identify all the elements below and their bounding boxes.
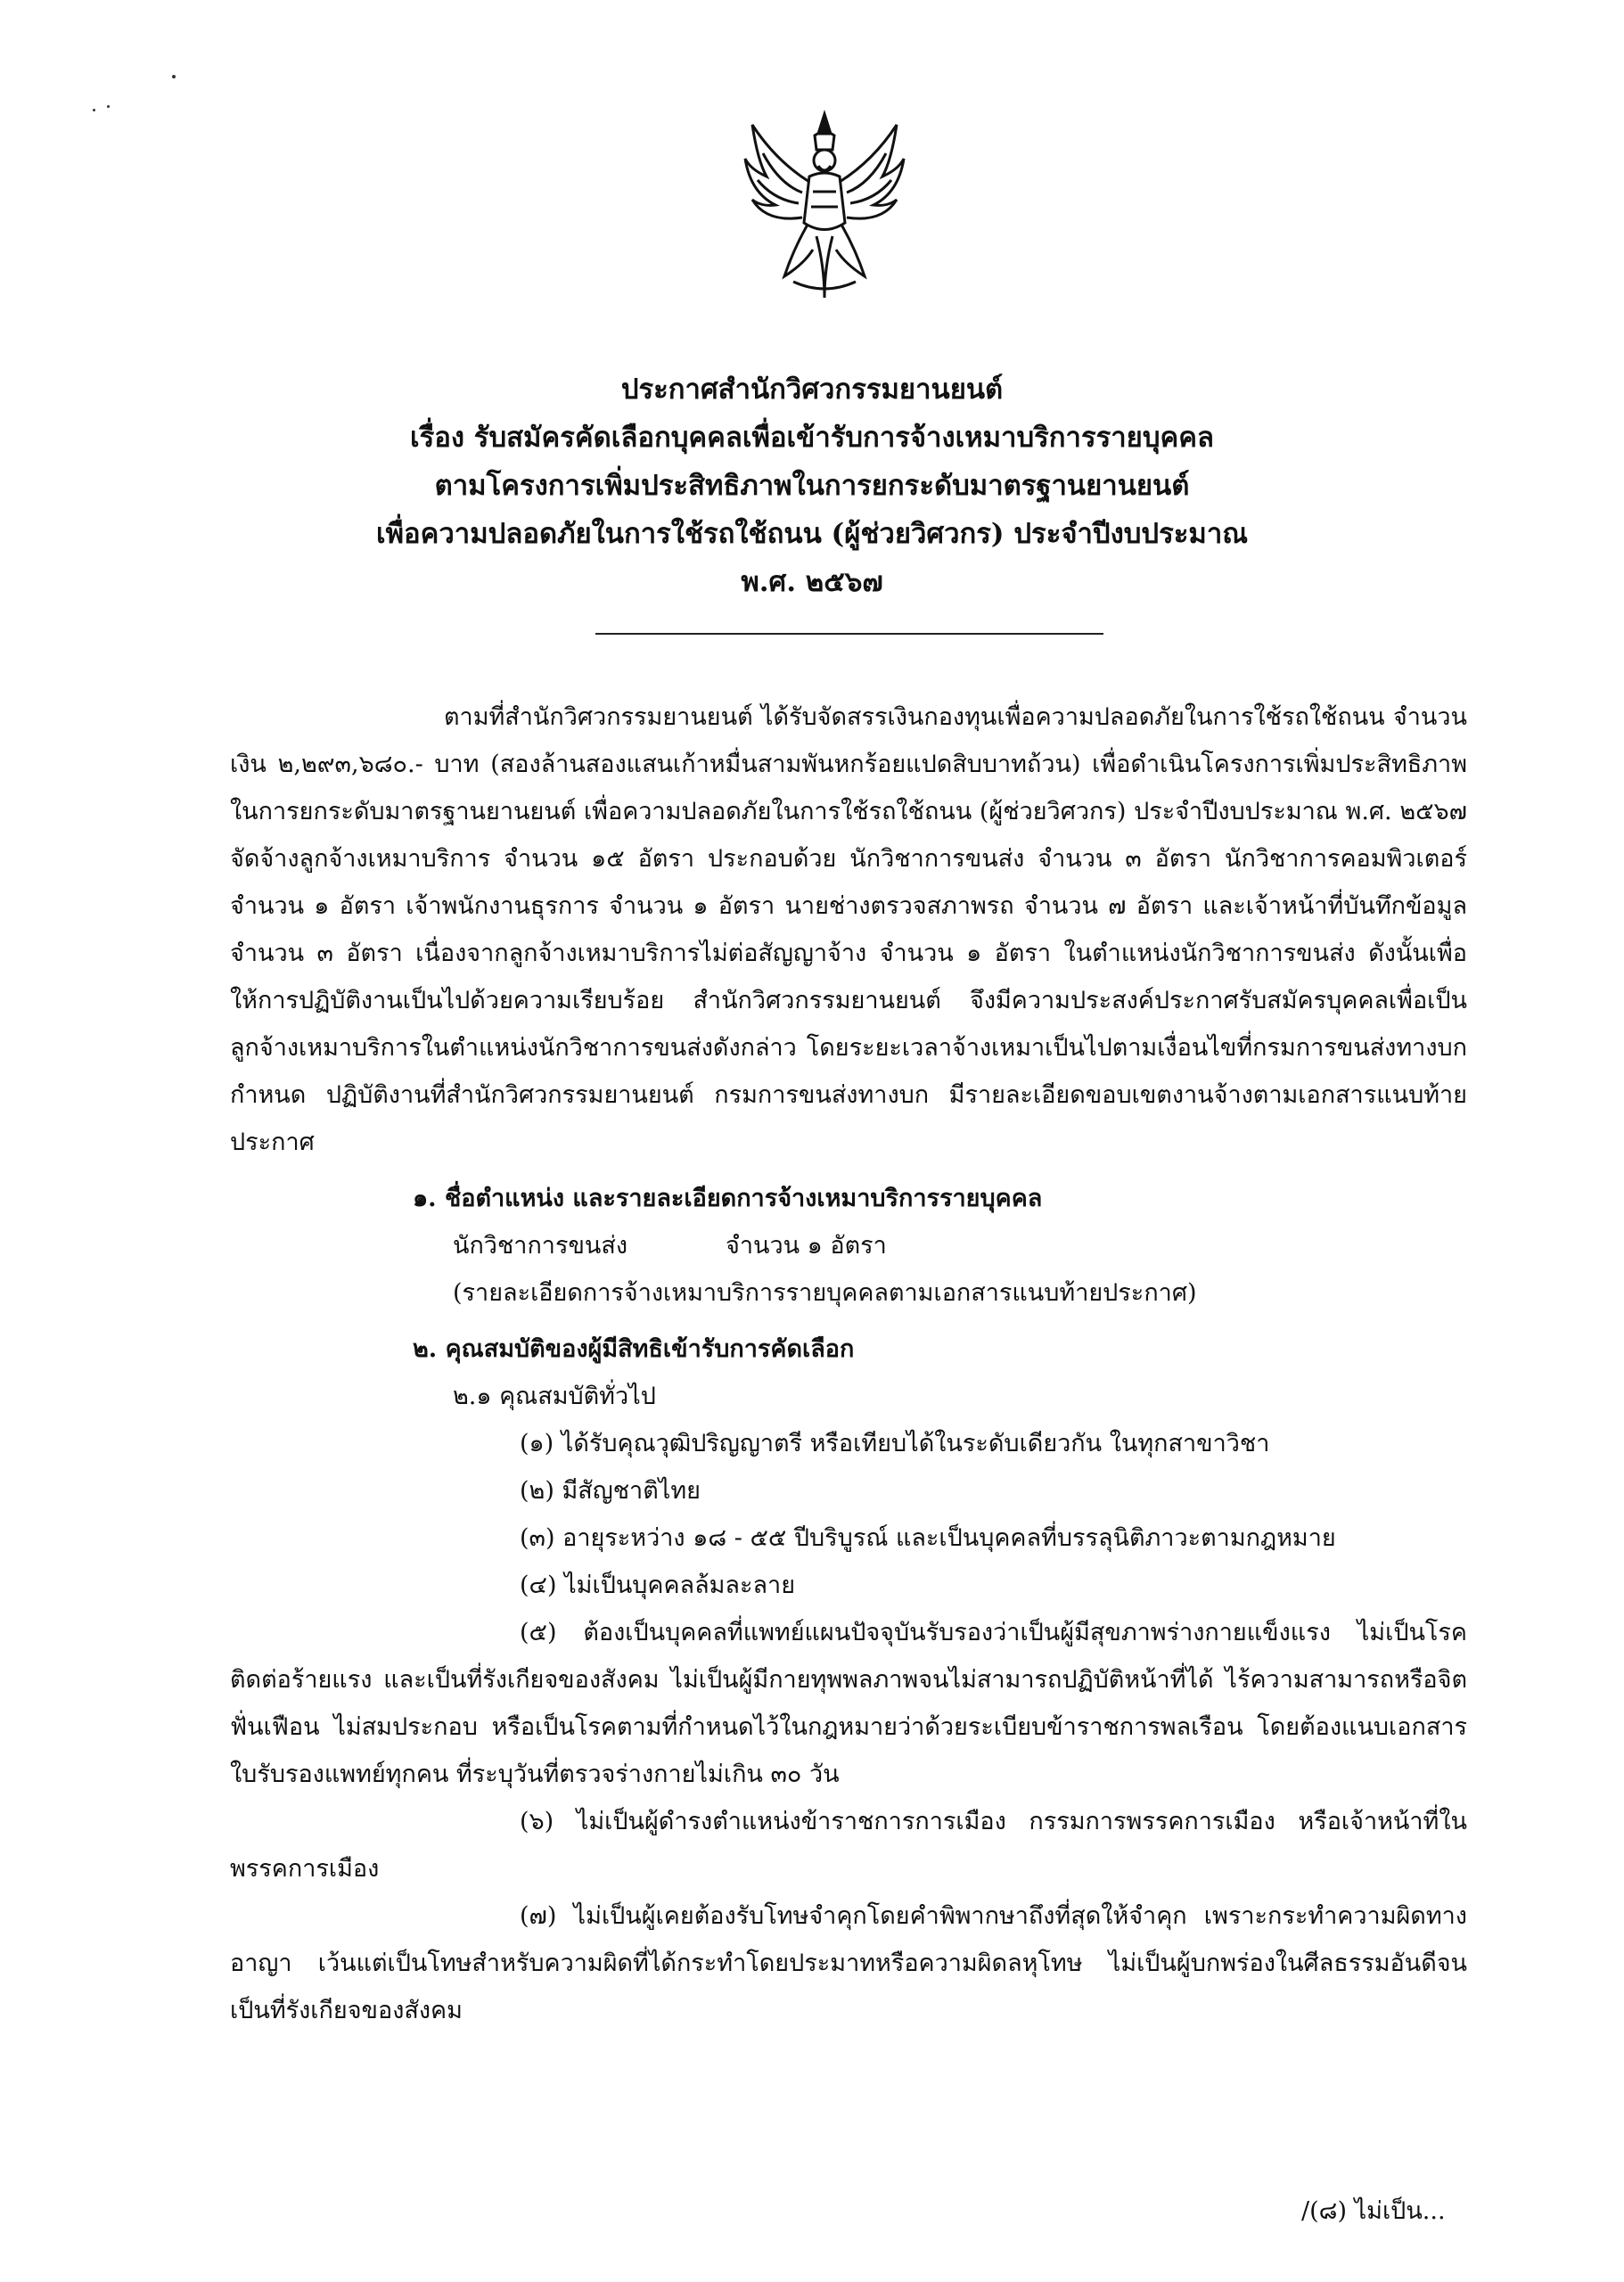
section-1-note: (รายละเอียดการจ้างเหมาบริการรายบุคคลตามเอกสารแนบท้ายประกาศ) [453, 1279, 1197, 1307]
qualification-item: (๑) ได้รับคุณวุฒิปริญญาตรี หรือเทียบได้ในระดับเดียวกัน ในทุกสาขาวิชา [520, 1430, 1270, 1457]
position-count: จำนวน ๑ อัตรา [726, 1232, 887, 1260]
qualification-item: (๕) ต้องเป็นบุคคลที่แพทย์แผนปัจจุบันรับรองว่าเป็นผู้มีสุขภาพร่างกายแข็งแรง ไม่เป็นโรคติดต่อร้ายแรง และเป็นที่รังเกียจของสังคม ไม่เป็นผู้มีกายทุพพลภาพจนไม่สามารถปฏิบัติหน้าที่ได้ ไร้ความสามารถหรือจิตฟั่นเฟือน ไม่สมประกอบ หรือเป็นโรคตามที่กำหนดไว้ในกฎหมายว่าด้วยระเบียบข้าราชการพลเรือน โดยต้องแนบเอกสารใบรับรองแพทย์ทุกคน ที่ระบุวันที่ตรวจร่างกายไม่เกิน ๓๐ วัน [230, 1619, 1467, 1788]
section-1-heading: ๑. ชื่อตำแหน่ง และรายละเอียดการจ้างเหมาบริการรายบุคคล [413, 1185, 1043, 1212]
qualification-item: (๒) มีสัญชาติไทย [520, 1477, 701, 1505]
position-name: นักวิชาการขนส่ง [453, 1232, 628, 1260]
title-divider [595, 633, 1103, 635]
section-2-1-heading: ๒.๑ คุณสมบัติทั่วไป [453, 1383, 656, 1410]
subject-year: พ.ศ. ๒๕๖๗ [741, 566, 883, 598]
qualification-item: (๔) ไม่เป็นบุคคลล้มละลาย [520, 1572, 796, 1599]
qualification-item: (๖) ไม่เป็นผู้ดำรงตำแหน่งข้าราชการการเมือง กรรมการพรรคการเมือง หรือเจ้าหน้าที่ในพรรคการเมือง [230, 1808, 1467, 1883]
announcement-header [267, 365, 1357, 606]
subject-line: เพื่อความปลอดภัยในการใช้รถใช้ถนน (ผู้ช่วยวิศวกร) ประจำปีงบประมาณ [376, 518, 1248, 550]
position-row [453, 1222, 1467, 1269]
qualification-item: (๗) ไม่เป็นผู้เคยต้องรับโทษจำคุกโดยคำพิพากษาถึงที่สุดให้จำคุก เพราะกระทำความผิดทางอาญา เว้นแต่เป็นโทษสำหรับความผิดที่ได้กระทำโดยประมาทหรือความผิดลหุโทษ ไม่เป็นผู้บกพร่องในศีลธรรมอันดีจนเป็นที่รังเกียจของสังคม [230, 1902, 1467, 2024]
intro-paragraph: ตามที่สำนักวิศวกรรมยานยนต์ ได้รับจัดสรรเงินกองทุนเพื่อความปลอดภัยในการใช้รถใช้ถนน จำนวนเงิน ๒,๒๙๓,๖๘๐.- บาท (สองล้านสองแสนเก้าหมื่นสามพันหกร้อยแปดสิบบาทถ้วน) เพื่อดำเนินโครงการเพิ่มประสิทธิภาพในการยกระดับมาตรฐานยานยนต์ เพื่อความปลอดภัยในการใช้รถใช้ถนน (ผู้ช่วยวิศวกร) ประจำปีงบประมาณ พ.ศ. ๒๕๖๗ จัดจ้างลูกจ้างเหมาบริการ จำนวน ๑๕ อัตรา ประกอบด้วย นักวิชาการขนส่ง จำนวน ๓ อัตรา นักวิชาการคอมพิวเตอร์ จำนวน ๑ อัตรา เจ้าพนักงานธุรการ จำนวน ๑ อัตรา นายช่างตรวจสภาพรถ จำนวน ๗ อัตรา และเจ้าหน้าที่บันทึกข้อมูล จำนวน ๓ อัตรา เนื่องจากลูกจ้างเหมาบริการไม่ต่อสัญญาจ้าง จำนวน ๑ อัตรา ในตำแหน่งนักวิชาการขนส่ง ดังนั้นเพื่อให้การปฏิบัติงานเป็นไปด้วยความเรียบร้อย สำนักวิศวกรรมยานยนต์ จึงมีความประสงค์ประกาศรับสมัครบุคคลเพื่อเป็นลูกจ้างเหมาบริการในตำแหน่งนักวิชาการขนส่งดังกล่าว โดยระยะเวลาจ้างเหมาเป็นไปตามเงื่อนไขที่กรมการขนส่งทางบกกำหนด ปฏิบัติงานที่สำนักวิศวกรรมยานยนต์ กรมการขนส่งทางบก มีรายละเอียดขอบเขตงานจ้างตามเอกสารแนบท้ายประกาศ [230, 703, 1467, 1156]
qualification-item: (๓) อายุระหว่าง ๑๘ - ๕๕ ปีบริบูรณ์ และเป็นบุคคลที่บรรลุนิติภาวะตามกฎหมาย [520, 1524, 1336, 1552]
scan-speck [107, 105, 110, 108]
subject-line: ตามโครงการเพิ่มประสิทธิภาพในการยกระดับมาตรฐานยานยนต์ [434, 470, 1190, 502]
garuda-emblem-icon [740, 107, 909, 303]
continuation-marker: /(๘) ไม่เป็น... [1301, 2197, 1446, 2225]
announcement-body [230, 694, 1467, 2034]
section-2-heading: ๒. คุณสมบัติของผู้มีสิทธิเข้ารับการคัดเลือก [413, 1335, 855, 1363]
scan-speck [172, 75, 176, 78]
subject-line: เรื่อง รับสมัครคัดเลือกบุคคลเพื่อเข้ารับการจ้างเหมาบริการรายบุคคล [410, 422, 1214, 454]
announcement-title: ประกาศสำนักวิศวกรรมยานยนต์ [620, 373, 1004, 406]
scan-speck [93, 109, 95, 111]
